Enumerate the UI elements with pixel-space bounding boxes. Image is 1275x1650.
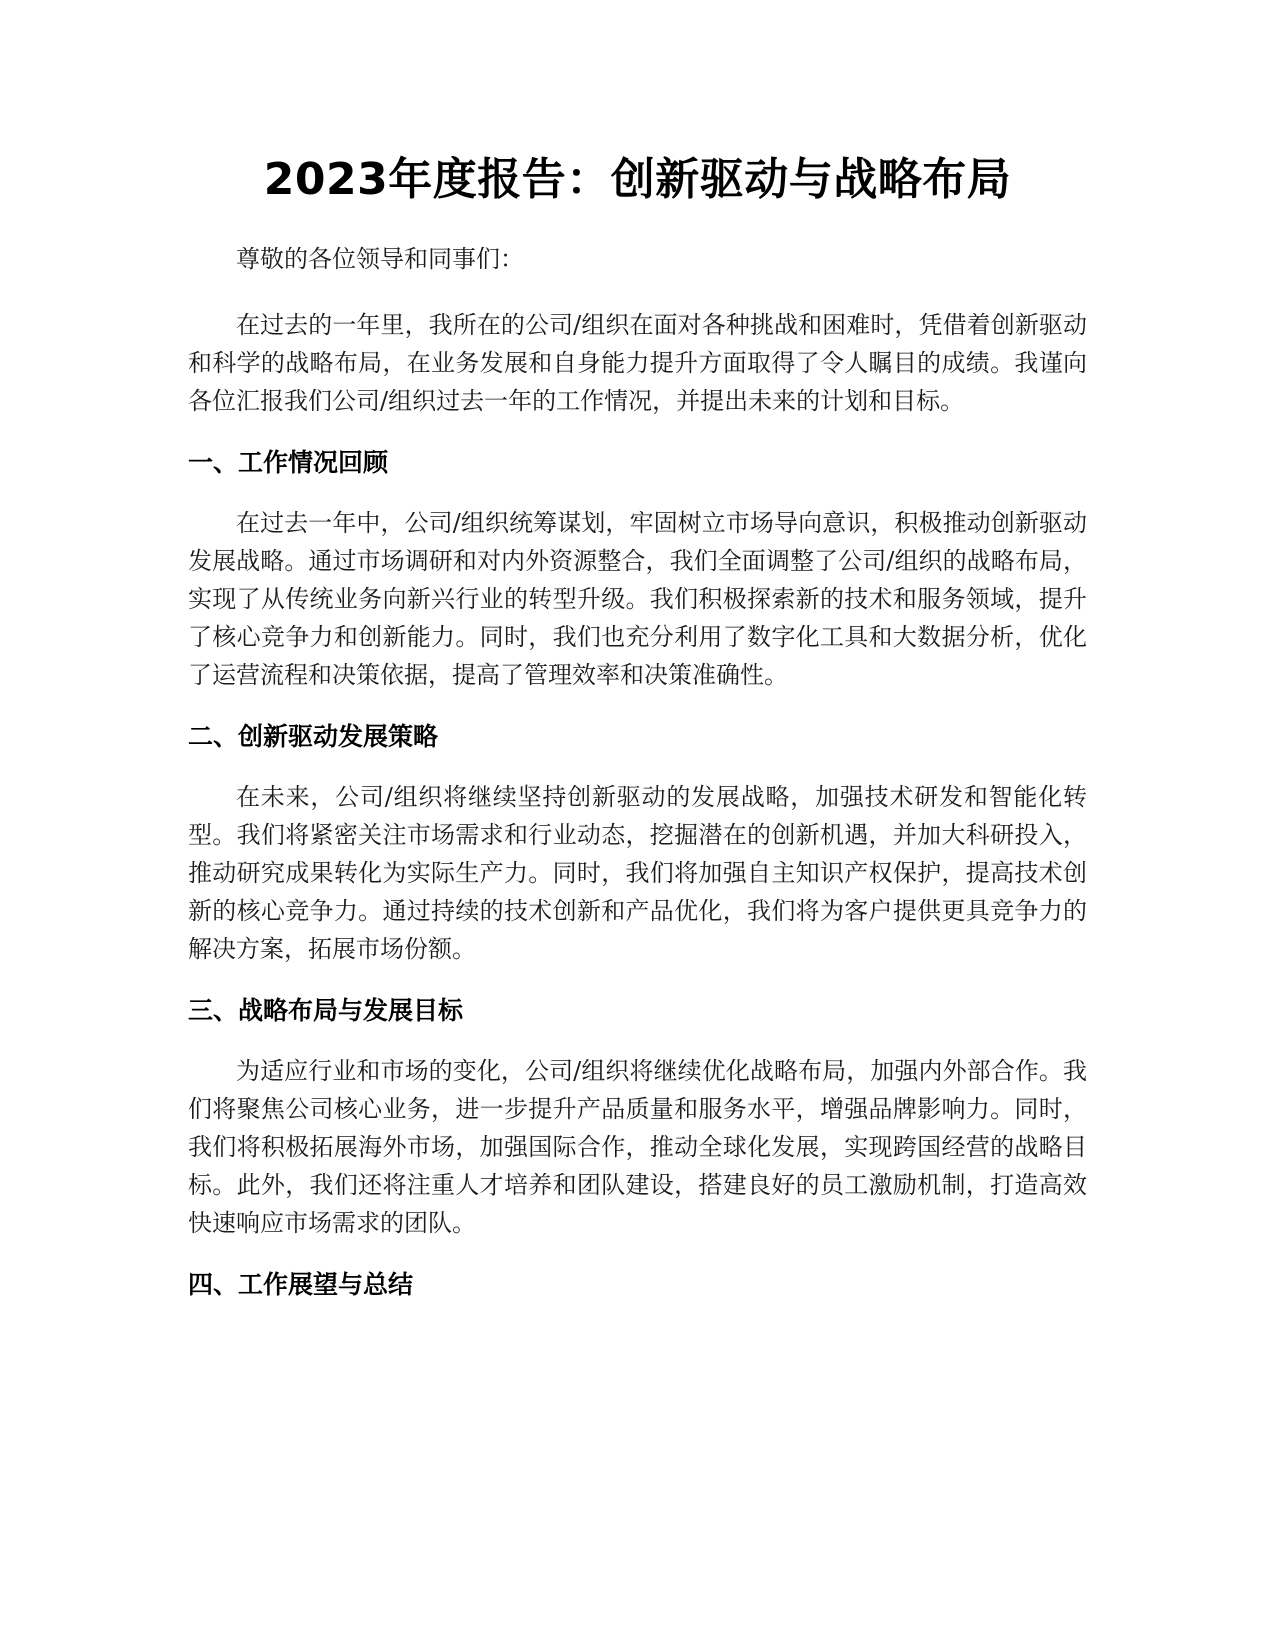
section-review [188, 444, 1087, 694]
intro-paragraph: 在过去的一年里，我所在的公司/组织在面对各种挑战和困难时，凭借着创新驱动和科学的战略布局，在业务发展和自身能力提升方面取得了令人瞩目的成绩。我谨向各位汇报我们公司/组织过去一年的工作情况，并提出未来的计划和目标。 [188, 311, 1087, 415]
section-heading: 四、工作展望与总结 [188, 1270, 414, 1299]
document-title: 2023年度报告：创新驱动与战略布局 [263, 154, 1012, 205]
section-paragraph: 在未来，公司/组织将继续坚持创新驱动的发展战略，加强技术研发和智能化转型。我们将紧密关注市场需求和行业动态，挖掘潜在的创新机遇，并加大科研投入，推动研究成果转化为实际生产力。同时，我们将加强自主知识产权保护，提高技术创新的核心竞争力。通过持续的技术创新和产品优化，我们将为客户提供更具竞争力的解决方案，拓展市场份额。 [188, 783, 1087, 963]
section-strategic-layout [188, 992, 1087, 1242]
section-heading: 二、创新驱动发展策略 [188, 722, 439, 751]
section-paragraph: 在过去一年中，公司/组织统筹谋划，牢固树立市场导向意识，积极推动创新驱动发展战略。通过市场调研和对内外资源整合，我们全面调整了公司/组织的战略布局，实现了从传统业务向新兴行业的转型升级。我们积极探索新的技术和服务领域，提升了核心竞争力和创新能力。同时，我们也充分利用了数字化工具和大数据分析，优化了运营流程和决策依据，提高了管理效率和决策准确性。 [188, 509, 1087, 689]
section-innovation-strategy [188, 718, 1087, 968]
section-outlook [188, 1266, 1087, 1304]
section-heading: 一、工作情况回顾 [188, 448, 389, 477]
section-heading: 三、战略布局与发展目标 [188, 996, 464, 1025]
section-paragraph: 为适应行业和市场的变化，公司/组织将继续优化战略布局，加强内外部合作。我们将聚焦公司核心业务，进一步提升产品质量和服务水平，增强品牌影响力。同时，我们将积极拓展海外市场，加强国际合作，推动全球化发展，实现跨国经营的战略目标。此外，我们还将注重人才培养和团队建设，搭建良好的员工激励机制，打造高效快速响应市场需求的团队。 [188, 1057, 1087, 1237]
salutation: 尊敬的各位领导和同事们： [236, 245, 524, 273]
